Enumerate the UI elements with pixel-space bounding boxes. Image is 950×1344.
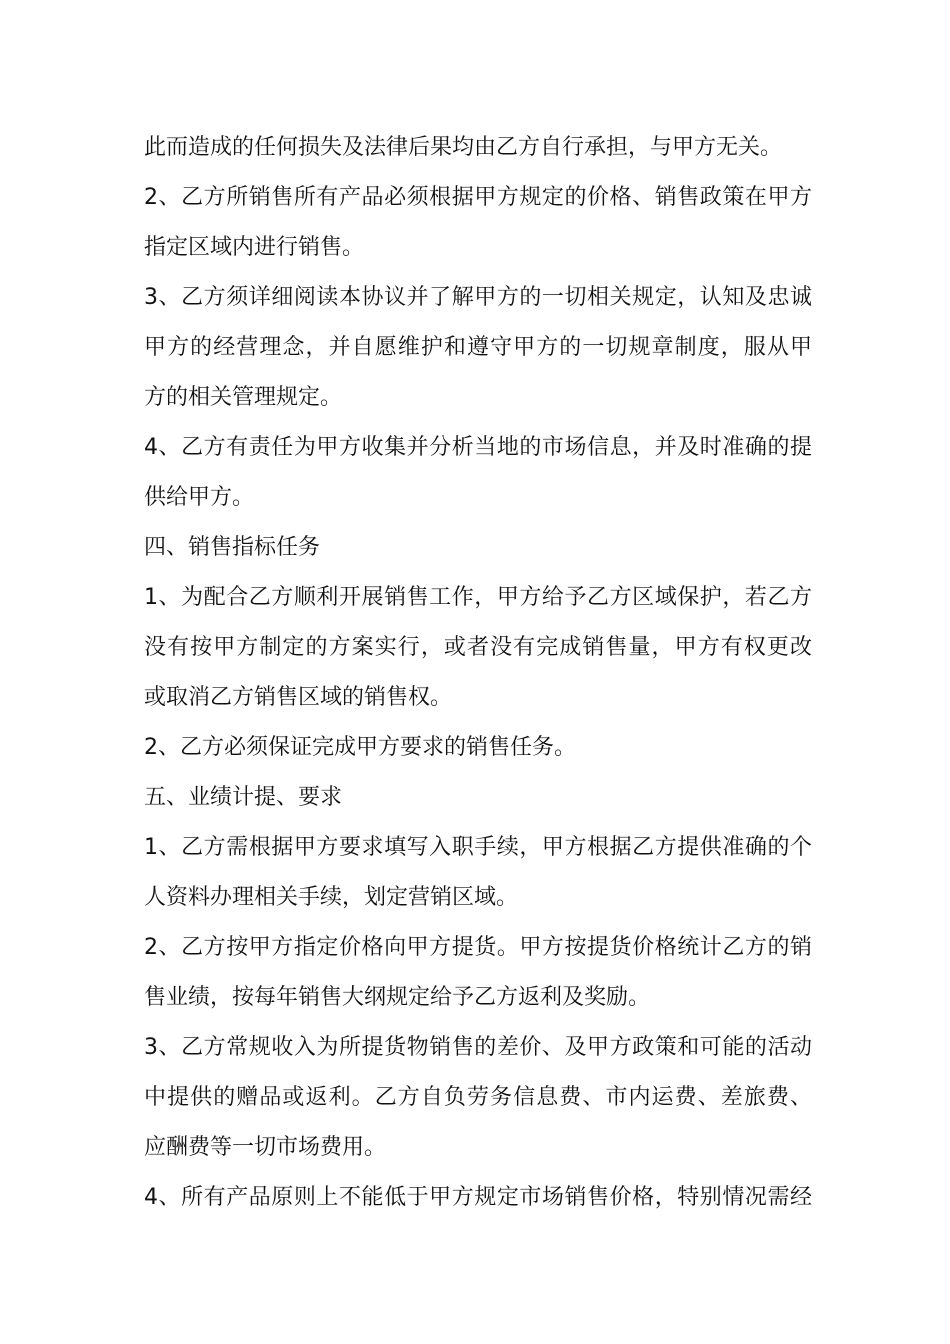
text-line: 中提供的赠品或返利。乙方自负劳务信息费、市内运费、差旅费、 [144,1085,812,1110]
text-line: 2、乙方按甲方指定价格向甲方提货。甲方按提货价格统计乙方的销 [144,935,812,960]
text-line: 1、乙方需根据甲方要求填写入职手续，甲方根据乙方提供准确的个 [144,835,812,860]
text-line: 4、所有产品原则上不能低于甲方规定市场销售价格，特别情况需经 [144,1185,812,1210]
text-line: 售业绩，按每年销售大纲规定给予乙方返利及奖励。 [144,985,651,1010]
text-line: 应酬费等一切市场费用。 [144,1135,387,1160]
text-line: 3、乙方须详细阅读本协议并了解甲方的一切相关规定，认知及忠诚 [144,285,812,310]
document-body [144,123,812,1223]
text-line: 甲方的经营理念，并自愿维护和遵守甲方的一切规章制度，服从甲 [144,335,812,360]
text-line: 供给甲方。 [144,485,255,510]
text-line: 4、乙方有责任为甲方收集并分析当地的市场信息，并及时准确的提 [144,435,812,460]
text-line: 没有按甲方制定的方案实行，或者没有完成销售量，甲方有权更改 [144,635,812,660]
text-line: 指定区域内进行销售。 [144,235,365,260]
text-line: 此而造成的任何损失及法律后果均由乙方自行承担，与甲方无关。 [144,135,783,160]
text-line: 方的相关管理规定。 [144,385,343,410]
section-heading: 五、业绩计提、要求 [144,785,343,810]
text-line: 2、乙方必须保证完成甲方要求的销售任务。 [144,735,576,760]
text-line: 3、乙方常规收入为所提货物销售的差价、及甲方政策和可能的活动 [144,1035,812,1060]
text-line: 2、乙方所销售所有产品必须根据甲方规定的价格、销售政策在甲方 [144,185,812,210]
text-line: 1、为配合乙方顺利开展销售工作，甲方给予乙方区域保护，若乙方 [144,585,812,610]
text-line: 人资料办理相关手续，划定营销区域。 [144,885,519,910]
text-line: 或取消乙方销售区域的销售权。 [144,685,453,710]
section-heading: 四、销售指标任务 [144,535,321,560]
